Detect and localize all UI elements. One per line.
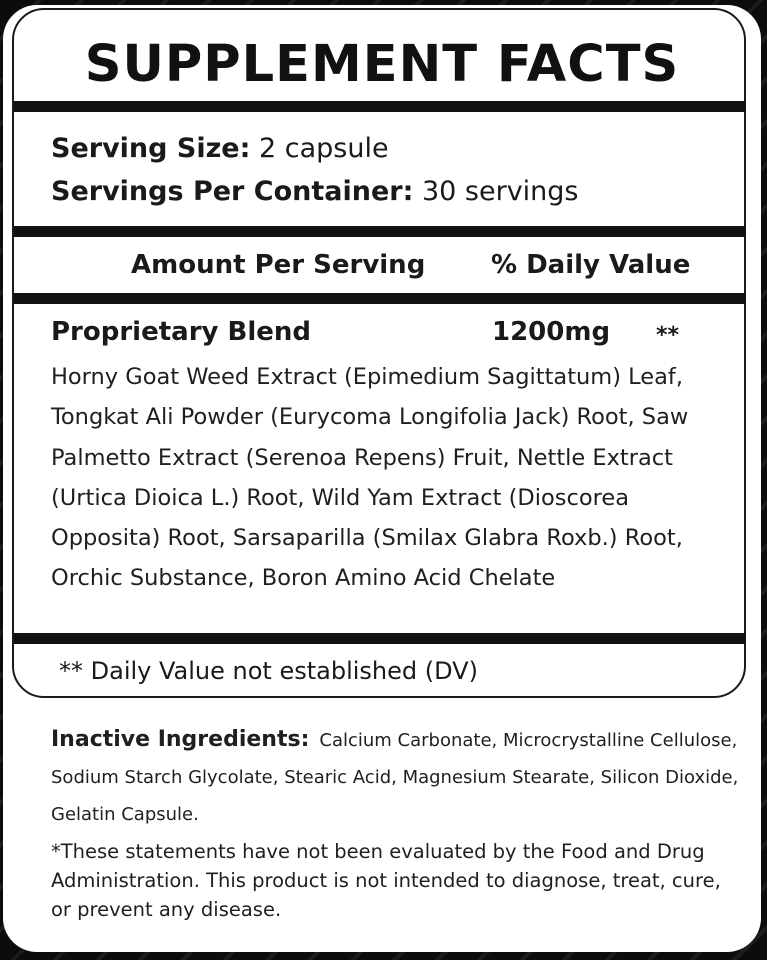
- proprietary-blend-amount: 1200mg: [492, 317, 611, 347]
- page-title: SUPPLEMENT FACTS: [84, 35, 680, 94]
- divider-bar-top: [14, 101, 746, 112]
- inactive-ingredients-text: Calcium Carbonate, Microcrystalline Cellulose, Sodium Starch Glycolate, Stearic Acid, Magnesium Stearate, Silicon Dioxide, Gelatin Capsule.: [51, 730, 739, 825]
- servings-per-container-value: 30 servings: [421, 176, 579, 207]
- serving-size-value: 2 capsule: [259, 133, 389, 164]
- supplement-facts-card: [3, 5, 761, 952]
- inactive-ingredients: [51, 721, 741, 833]
- divider-bar-header: [14, 293, 746, 304]
- divider-bar-serving: [14, 226, 746, 237]
- inactive-ingredients-label: Inactive Ingredients:: [51, 727, 310, 752]
- divider-bar-bottom: [14, 633, 746, 644]
- daily-value-header: % Daily Value: [491, 250, 691, 280]
- fda-disclaimer: *These statements have not been evaluated by the Food and Drug Administration. This product is not intended to diagnose, treat, cure, or prevent any disease.: [51, 840, 721, 921]
- proprietary-blend-name: Proprietary Blend: [51, 317, 311, 347]
- amount-per-serving-header: Amount Per Serving: [131, 250, 426, 280]
- servings-per-container-label: Servings Per Container:: [51, 176, 414, 207]
- serving-size-label: Serving Size:: [51, 133, 251, 164]
- daily-value-note: ** Daily Value not established (DV): [59, 657, 478, 685]
- servings-per-container-row: [51, 176, 579, 207]
- daily-value-mark: **: [656, 323, 680, 348]
- serving-size-row: [51, 133, 389, 164]
- blend-ingredients: Horny Goat Weed Extract (Epimedium Sagittatum) Leaf, Tongkat Ali Powder (Eurycoma Longifolia Jack) Root, Saw Palmetto Extract (Serenoa Repens) Fruit, Nettle Extract (Urtica Dioica L.) Root, Wild Yam Extract (Dioscorea Opposita) Root, Sarsaparilla (Smilax Glabra Roxb.) Root, Orchic Substance, Boron Amino Acid Chelate: [51, 364, 689, 592]
